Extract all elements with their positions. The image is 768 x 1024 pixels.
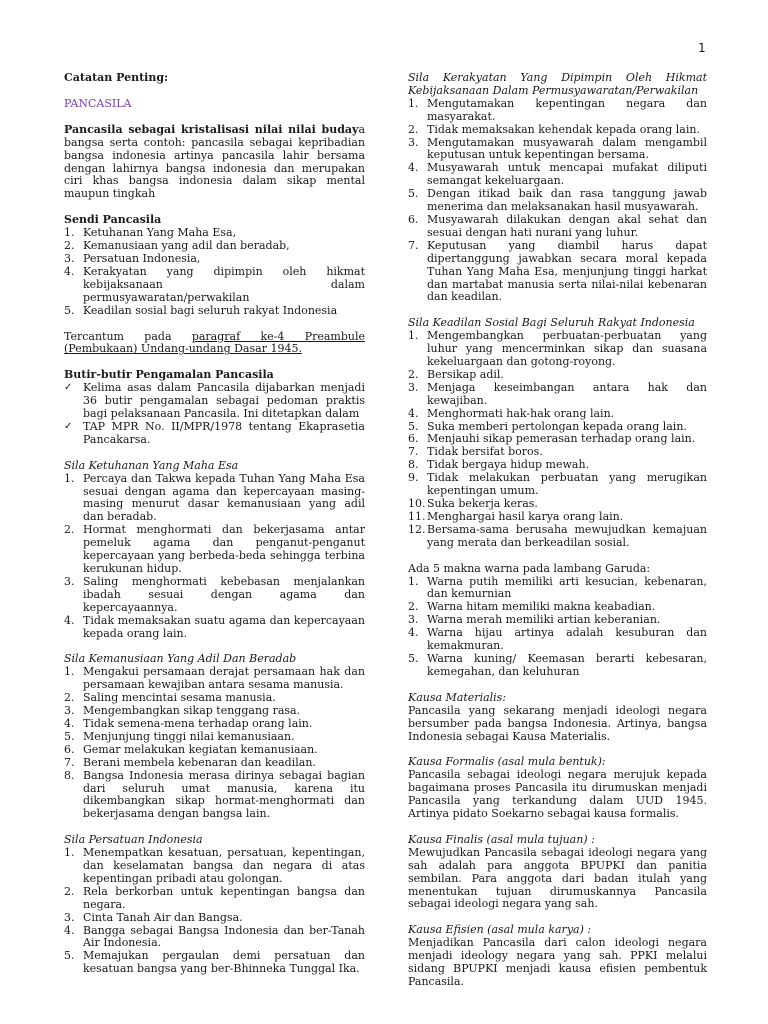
list-item-text: Dengan itikad baik dan rasa tanggung jawab menerima dan melaksanakan hasil musyawarah. <box>427 187 707 214</box>
kausa-efisien-title: Kausa Efisien (asal mula karya) : <box>408 923 592 937</box>
list-item-text: Tidak memaksakan suatu agama dan kepercayaan kepada orang lain. <box>83 613 365 640</box>
list-item-text: Menjauhi sikap pemerasan terhadap orang lain. <box>427 432 696 446</box>
list-item-text: Kerakyatan yang dipimpin oleh hikmat kebijaksanaan dalam permusyawaratan/perwakilan <box>83 264 365 304</box>
kausa-materialis-text: Pancasila yang sekarang menjadi ideologi negara bersumber pada bangsa Indonesia. Artinya, bangsa Indonesia sebagai Kausa Materialis. <box>408 703 707 743</box>
list-item-text: Tidak memaksakan kehendak kepada orang lain. <box>427 122 700 136</box>
list-item-text: Keadilan sosial bagi seluruh rakyat Indonesia <box>83 303 338 317</box>
sila4-title-line2: Kebijaksanaan Dalam Permusyawaratan/Perwakilan <box>408 83 699 97</box>
sila2-list <box>64 666 365 821</box>
list-item-text: Tidak bergaya hidup mewah. <box>427 458 590 472</box>
list-item-text: Menjunjung tinggi nilai kemanusiaan. <box>83 729 295 743</box>
list-item-text: Tidak semena-mena terhadap orang lain. <box>83 716 313 730</box>
list-number: 8. <box>64 768 75 782</box>
intro-paragraph <box>64 124 365 201</box>
list-number: 2. <box>408 600 419 614</box>
pancasila-title: PANCASILA <box>64 96 132 110</box>
list-number: 5. <box>408 419 419 433</box>
list-item <box>408 162 707 188</box>
tercantum-underlined: paragraf ke-4 Preambule (Pembukaan) Undang-undang Dasar 1945. <box>64 329 366 356</box>
kausa-finalis-text: Mewujudkan Pancasila sebagai ideologi negara yang sah adalah para anggota BPUPKI dan panitia sembilan. Para anggota dari badan itulah yang menentukan tujuan dirumuskannya Pancasila sebagai ideologi negara yang sah. <box>408 845 707 911</box>
list-item-text: Mengakui persamaan derajat persamaan hak dan persamaan kewajiban antara sesama manusia. <box>83 665 365 692</box>
list-number: 1. <box>408 96 419 110</box>
list-item <box>64 421 365 447</box>
list-number: 4. <box>64 716 75 730</box>
list-item <box>408 98 707 124</box>
list-item-text: Warna putih memiliki arti kesucian, kebenaran, dan kemurnian <box>427 574 707 601</box>
list-item-text: Bersama-sama berusaha mewujudkan kemajuan yang merata dan berkeadilan sosial. <box>427 522 707 549</box>
list-item-text: Musyawarah untuk mencapai mufakat diliputi semangat kekeluargaan. <box>427 161 707 188</box>
list-number: 1. <box>64 665 75 679</box>
list-number: 3. <box>64 574 75 588</box>
list-item-text: Keputusan yang diambil harus dapat dipertanggung jawabkan secara moral kepada Tuhan Yang Maha Esa, menjunjung tinggi harkat dan martabat manusia serta nilai-nilai kebenaran dan keadilan. <box>427 238 707 304</box>
sendi-title: Sendi Pancasila <box>64 213 162 227</box>
list-number: 4. <box>64 613 75 627</box>
list-item <box>408 214 707 240</box>
list-item-text: Mengembangkan sikap tenggang rasa. <box>83 704 301 718</box>
list-number: 12. <box>408 522 426 536</box>
intro-rest: a bangsa serta contoh: pancasila sebagai kepribadian bangsa indonesia artinya pancasila lahir bersama dengan lahirnya bangsa indonesia dan merupakan ciri khas bangsa indonesia dalam sikap mental maupun tingkah <box>64 122 365 201</box>
list-number: 5. <box>408 651 419 665</box>
list-number: 5. <box>64 949 75 963</box>
list-item-text: Berani membela kebenaran dan keadilan. <box>83 755 316 769</box>
list-item-text: Mengembangkan perbuatan-perbuatan yang luhur yang mencerminkan sikap dan suasana kekeluargaan dan gotong-royong. <box>427 329 707 369</box>
list-number: 4. <box>64 264 75 278</box>
intro-bold: Pancasila sebagai kristalisasi nilai nilai buday <box>64 122 359 136</box>
tercantum-text: Tercantum pada <box>64 329 192 343</box>
list-number: 4. <box>408 161 419 175</box>
list-item <box>64 524 365 576</box>
list-item-text: Suka bekerja keras. <box>427 497 538 510</box>
catatan-heading: Catatan Penting: <box>64 71 169 84</box>
list-item <box>408 576 707 602</box>
list-item <box>64 266 365 305</box>
list-item-text: Musyawarah dilakukan dengan akal sehat dan sesuai dengan hati nurani yang luhur. <box>427 212 707 239</box>
garuda-title: Ada 5 makna warna pada lambang Garuda: <box>408 561 651 575</box>
list-item <box>64 615 365 641</box>
list-number: 1. <box>64 471 75 485</box>
list-item-text: Kelima asas dalam Pancasila dijabarkan menjadi 36 butir pengamalan sebagai pedoman praktis bagi pelaksanaan Pancasila. Ini ditetapkan dalam <box>83 381 365 421</box>
list-item-text: Saling menghormati kebebasan menjalankan ibadah sesuai dengan agama dan kepercayaannya. <box>83 574 365 614</box>
list-item-text: Ketuhanan Yang Maha Esa, <box>83 226 237 240</box>
list-number: 4. <box>408 626 419 640</box>
list-number: 3. <box>64 704 75 718</box>
list-item-text: Percaya dan Takwa kepada Tuhan Yang Maha Esa sesuai dengan agama dan kepercayaan masing-masing menurut dasar kemanusiaan yang adil dan beradab. <box>83 471 365 524</box>
list-item <box>408 330 707 369</box>
list-item-text: Persatuan Indonesia, <box>83 251 201 265</box>
sila1-title: Sila Ketuhanan Yang Maha Esa <box>64 458 239 472</box>
list-number: 2. <box>408 122 419 136</box>
list-item-text: Bersikap adil. <box>427 367 504 381</box>
list-number: 3. <box>64 251 75 265</box>
sila2-title: Sila Kemanusiaan Yang Adil Dan Beradab <box>64 652 297 666</box>
list-number: 4. <box>64 923 75 937</box>
list-number: 6. <box>408 212 419 226</box>
list-item-text: Rela berkorban untuk kepentingan bangsa dan negara. <box>83 884 365 911</box>
list-item <box>408 653 707 679</box>
list-item-text: Suka memberi pertolongan kepada orang lain. <box>427 419 687 433</box>
list-item-text: Kemanusiaan yang adil dan beradab, <box>83 239 290 253</box>
list-item-text: Warna kuning/ Keemasan berarti kebesaran, kemegahan, dan keluhuran <box>427 651 707 678</box>
kausa-formalis-title: Kausa Formalis (asal mula bentuk): <box>408 755 606 769</box>
sila4-list <box>408 98 707 305</box>
list-number: 3. <box>408 135 419 149</box>
list-number: 1. <box>64 226 75 240</box>
list-number: 2. <box>408 367 419 381</box>
list-item-text: Menjaga keseimbangan antara hak dan kewajiban. <box>427 380 707 407</box>
list-number: 2. <box>64 691 75 705</box>
butir-list <box>64 382 365 447</box>
list-number: 1. <box>408 574 419 588</box>
left-column <box>64 72 365 976</box>
list-number: 2. <box>64 884 75 898</box>
list-number: 3. <box>408 380 419 394</box>
list-item <box>64 770 365 822</box>
list-item-text: Mengutamakan kepentingan negara dan masyarakat. <box>427 96 707 123</box>
list-number: 2. <box>64 239 75 253</box>
list-item <box>64 950 365 976</box>
list-item-text: Menghormati hak-hak orang lain. <box>427 406 615 420</box>
list-item <box>408 524 707 550</box>
sendi-list <box>64 227 365 317</box>
list-item <box>64 847 365 886</box>
list-number: 7. <box>408 238 419 252</box>
list-number: 3. <box>64 910 75 924</box>
checkmark-icon: ✓ <box>64 420 73 432</box>
list-item <box>408 472 707 498</box>
list-number: 8. <box>408 458 419 472</box>
list-item-text: Warna merah memiliki artian keberanian. <box>427 613 661 627</box>
kausa-finalis-title: Kausa Finalis (asal mula tujuan) : <box>408 832 595 846</box>
list-item-text: Bangga sebagai Bangsa Indonesia dan ber-Tanah Air Indonesia. <box>83 923 365 950</box>
list-item-text: Tidak bersifat boros. <box>427 445 543 459</box>
list-number: 6. <box>64 742 75 756</box>
list-number: 4. <box>408 406 419 420</box>
list-item <box>408 240 707 305</box>
list-number: 5. <box>64 729 75 743</box>
list-item-text: Bangsa Indonesia merasa dirinya sebagai bagian dari seluruh umat manusia, karena itu dikembangkan sikap hormat-menghormati dan bekerjasama dengan bangsa lain. <box>83 768 365 821</box>
list-number: 1. <box>64 846 75 860</box>
list-item <box>64 925 365 951</box>
garuda-list <box>408 576 707 679</box>
kausa-materialis-title: Kausa Materialis: <box>408 690 507 704</box>
list-item-text: TAP MPR No. II/MPR/1978 tentang Ekaprasetia Pancakarsa. <box>83 419 365 446</box>
list-number: 7. <box>408 445 419 459</box>
list-item-text: Gemar melakukan kegiatan kemanusiaan. <box>83 742 318 756</box>
list-number: 3. <box>408 613 419 627</box>
list-item-text: Tidak melakukan perbuatan yang merugikan kepentingan umum. <box>427 471 707 498</box>
list-number: 5. <box>408 187 419 201</box>
checkmark-icon: ✓ <box>64 382 73 394</box>
list-item <box>64 382 365 421</box>
list-number: 1. <box>408 329 419 343</box>
list-item-text: Menempatkan kesatuan, persatuan, kepentingan, dan keselamatan bangsa dan negara di atas kepentingan pribadi atau golongan. <box>83 846 365 885</box>
sila5-list <box>408 330 707 549</box>
list-item <box>408 188 707 214</box>
right-column <box>408 72 707 989</box>
list-number: 7. <box>64 755 75 769</box>
list-item <box>64 305 365 318</box>
list-number: 11. <box>408 509 426 523</box>
list-number: 5. <box>64 303 75 317</box>
list-item-text: Saling mencintai sesama manusia. <box>83 691 276 705</box>
sila3-title: Sila Persatuan Indonesia <box>64 833 203 847</box>
list-item-text: Cinta Tanah Air dan Bangsa. <box>83 910 243 924</box>
kausa-efisien-text: Menjadikan Pancasila dari calon ideologi negara menjadi ideology negara yang sah. PPKI melalui sidang BPUPKI menjadi kausa efisien pembentuk Pancasila. <box>408 936 707 988</box>
list-item <box>408 137 707 163</box>
list-item-text: Mengutamakan musyawarah dalam mengambil keputusan untuk kepentingan bersama. <box>427 135 707 162</box>
list-item-text: Warna hijau artinya adalah kesuburan dan kemakmuran. <box>427 626 707 653</box>
sila5-title: Sila Keadilan Sosial Bagi Seluruh Rakyat Indonesia <box>408 316 695 330</box>
list-item <box>408 382 707 408</box>
list-number: 9. <box>408 471 419 485</box>
list-item <box>408 627 707 653</box>
kausa-formalis-text: Pancasila sebagai ideologi negara merujuk kepada bagaimana proses Pancasila itu dirumuskan menjadi Pancasila yang terkandung dalam UUD 1945. Artinya pidato Soekarno sebagai kausa formalis. <box>408 768 707 821</box>
list-number: 2. <box>64 523 75 537</box>
page-number: 1 <box>698 41 706 55</box>
list-item <box>64 666 365 692</box>
list-item-text: Hormat menghormati dan bekerjasama antar pemeluk agama dan penganut-penganut kepercayaan yang berbeda-beda sehingga terbina kerukunan hidup. <box>83 523 365 575</box>
list-number: 10. <box>408 497 426 510</box>
sila3-list <box>64 847 365 976</box>
list-item-text: Memajukan pergaulan demi persatuan dan kesatuan bangsa yang ber-Bhinneka Tunggal Ika. <box>83 949 365 976</box>
sila1-list <box>64 473 365 641</box>
list-item-text: Menghargai hasil karya orang lain. <box>427 509 624 523</box>
list-item <box>64 473 365 525</box>
butir-title: Butir-butir Pengamalan Pancasila <box>64 368 274 382</box>
list-number: 6. <box>408 432 419 446</box>
list-item <box>64 576 365 615</box>
sila4-title-line1: Sila Kerakyatan Yang Dipimpin Oleh Hikmat <box>408 71 707 84</box>
list-item-text: Warna hitam memiliki makna keabadian. <box>427 600 656 614</box>
list-item <box>64 886 365 912</box>
tercantum-paragraph <box>64 331 365 357</box>
